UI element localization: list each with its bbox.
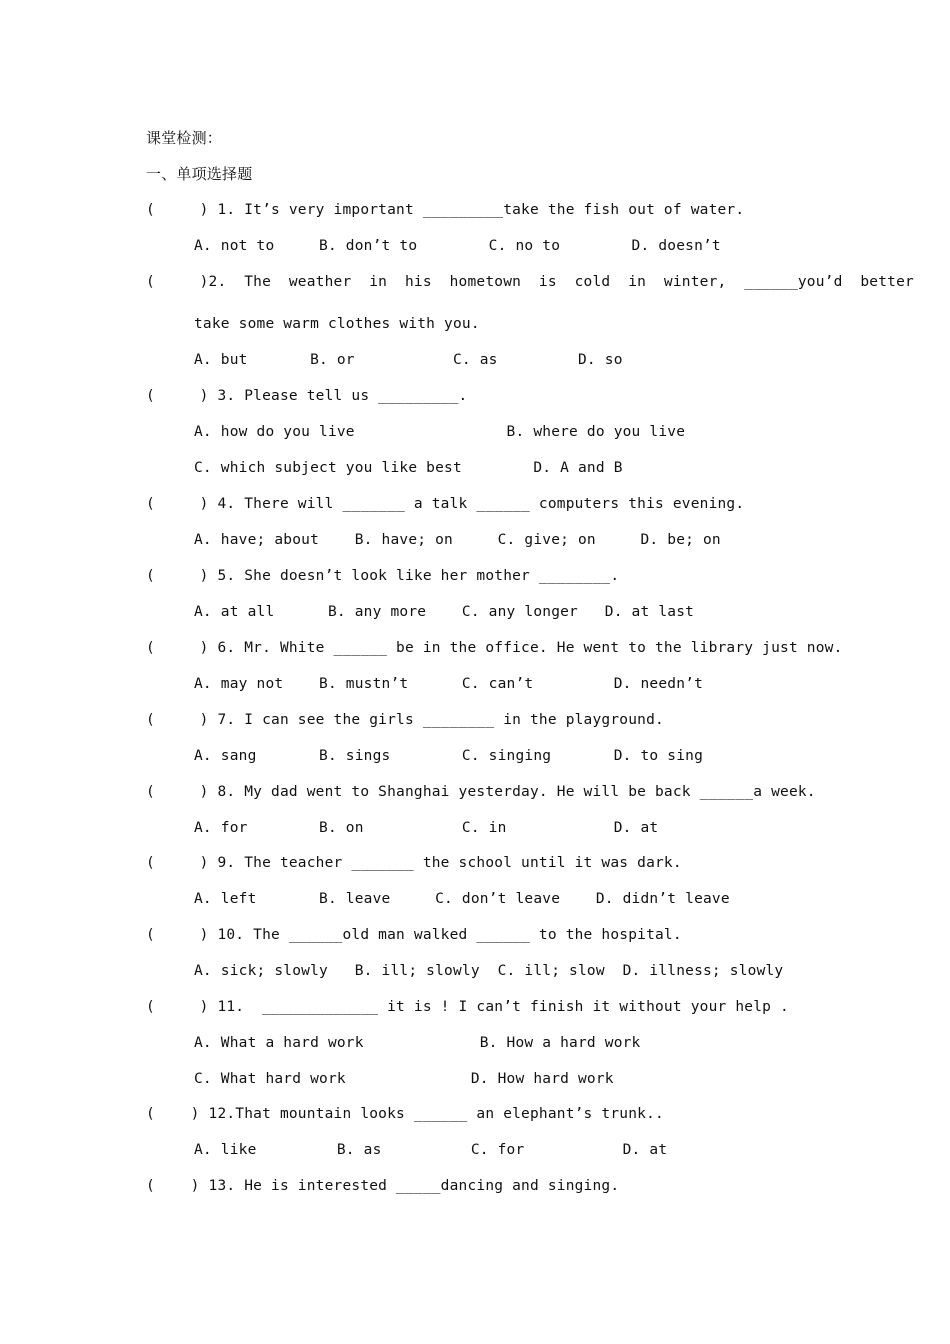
question-stem: ( ) 4. There will _______ a talk ______ computers this evening. (146, 496, 745, 512)
answer-options: A. What a hard work B. How a hard work (194, 1035, 641, 1051)
answer-options: A. left B. leave C. don’t leave D. didn’t leave (194, 891, 730, 907)
answer-options: A. for B. on C. in D. at (194, 820, 659, 836)
answer-options: C. which subject you like best D. A and B (194, 460, 623, 476)
answer-options: A. at all B. any more C. any longer D. at last (194, 604, 695, 620)
question-stem: ( ) 1. It’s very important _________take the fish out of water. (146, 202, 745, 218)
answer-options: A. may not B. mustn’t C. can’t D. needn’t (194, 676, 703, 692)
question-continuation: take some warm clothes with you. (194, 316, 480, 332)
question-stem: ( ) 9. The teacher _______ the school until it was dark. (146, 855, 682, 871)
answer-options: C. What hard work D. How hard work (194, 1071, 614, 1087)
question-stem: ( ) 7. I can see the girls ________ in the playground. (146, 712, 664, 728)
question-stem: ( ) 3. Please tell us _________. (146, 388, 468, 404)
answer-options: A. like B. as C. for D. at (194, 1142, 668, 1158)
question-stem: ( ) 12.That mountain looks ______ an elephant’s trunk.. (146, 1106, 664, 1122)
page-heading: 课堂检测： (146, 129, 223, 147)
question-stem: ( ) 10. The ______old man walked ______ to the hospital. (146, 927, 682, 943)
answer-options: A. sang B. sings C. singing D. to sing (194, 748, 703, 764)
question-stem: ( ) 8. My dad went to Shanghai yesterday. He will be back ______a week. (146, 784, 816, 800)
question-stem: ( ) 11. _____________ it is ! I can’t finish it without your help . (146, 999, 789, 1015)
answer-options: A. sick; slowly B. ill; slowly C. ill; slow D. illness; slowly (194, 963, 784, 979)
answer-options: A. not to B. don’t to C. no to D. doesn’t (194, 238, 721, 254)
question-stem: ( ) 13. He is interested _____dancing and singing. (146, 1178, 620, 1194)
question-stem: ( ) 5. She doesn’t look like her mother ________. (146, 568, 620, 584)
question-stem: ( ) 6. Mr. White ______ be in the office. He went to the library just now. (146, 640, 843, 656)
section-title: 一、单项选择题 (146, 165, 253, 183)
question-stem: ( )2. The weather in his hometown is cold in winter, ______you’d better (146, 274, 914, 290)
answer-options: A. have; about B. have; on C. give; on D. be; on (194, 532, 721, 548)
answer-options: A. how do you live B. where do you live (194, 424, 686, 440)
answer-options: A. but B. or C. as D. so (194, 352, 623, 368)
